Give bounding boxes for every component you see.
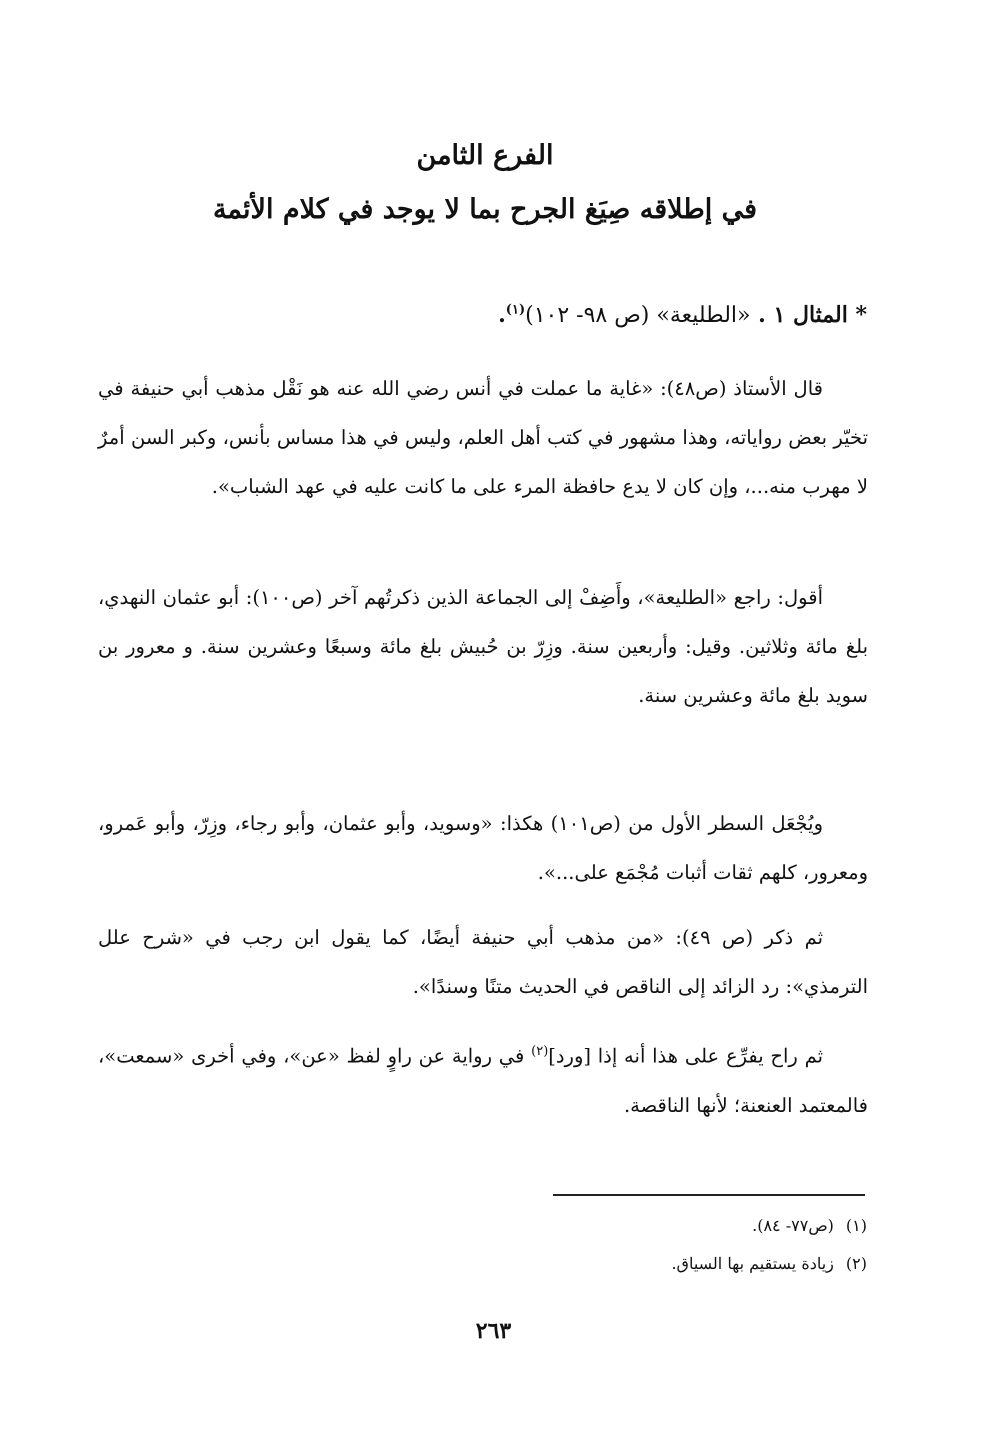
- example-heading: [498, 302, 867, 328]
- section-title: الفرع الثامن: [416, 140, 554, 171]
- section-subtitle: في إطلاقه صِيَغ الجرح بما لا يوجد في كلام الأئمة: [212, 194, 758, 225]
- paragraph-4: ثم ذكر (ص ٤٩): «من مذهب أبي حنيفة أيضًا، كما يقول ابن رجب في «شرح علل الترمذي»: رد الزائد إلى الناقص في الحديث متنًا وسندًا».: [98, 926, 868, 998]
- page-number: ٢٦٣: [475, 1318, 512, 1344]
- footnote-ref-1[interactable]: (١): [505, 302, 526, 318]
- footnote-item: [671, 1207, 867, 1245]
- example-reference: «الطليعة» (ص ٩٨- ١٠٢): [525, 303, 751, 328]
- paragraph-5-start: ثم راح يفرِّع على هذا أنه إذا [ورد]: [548, 1044, 823, 1068]
- footnote-ref-2[interactable]: (٢): [531, 1044, 549, 1059]
- example-label: * المثال ١ .: [750, 302, 867, 328]
- example-end-mark: .: [498, 302, 506, 328]
- footnote-number: (١): [845, 1216, 867, 1235]
- footnote-item: [671, 1245, 867, 1283]
- paragraph-1: قال الأستاذ (ص٤٨): «غاية ما عملت في أنس رضي الله عنه هو نَقْل مذهب أبي حنيفة في تخيّر بعض رواياته، وهذا مشهور في كتب أهل العلم، وليس في هذا مساس بأنس، وكبر السن أمرٌ لا مهرب منه...، وإن كان لا يدع حافظة المرء على ما كانت عليه في عهد الشباب».: [98, 377, 868, 498]
- paragraph-5: [98, 1027, 868, 1130]
- footnote-text: (ص٧٧- ٨٤).: [752, 1216, 834, 1235]
- footnotes-list: [671, 1207, 867, 1283]
- footnote-text: زيادة يستقيم بها السياق.: [671, 1254, 834, 1273]
- paragraph-2: أقول: راجع «الطليعة»، وأَضِفْ إلى الجماعة الذين ذكرتُهم آخر (ص١٠٠): أبو عثمان النهدي، بلغ مائة وثلاثين. وقيل: وأربعين سنة. وزِرّ بن حُبيش بلغ مائة وسبعًا وعشرين سنة. و معرور بن سويد بلغ مائة وعشرين سنة.: [98, 586, 868, 707]
- footnote-number: (٢): [845, 1254, 867, 1273]
- paragraph-5-end: في رواية عن راوٍ لفظ «عن»، وفي أخرى «سمعت»، فالمعتمد العنعنة؛ لأنها الناقصة.: [98, 1044, 868, 1117]
- footnote-divider: [553, 1194, 865, 1196]
- paragraph-3: ويُجْعَل السطر الأول من (ص١٠١) هكذا: «وسويد، وأبو عثمان، وأبو رجاء، وزِرّ، وأبو عَمرو، ومعرور، كلهم ثقات أثبات مُجْمَع على...».: [98, 812, 868, 884]
